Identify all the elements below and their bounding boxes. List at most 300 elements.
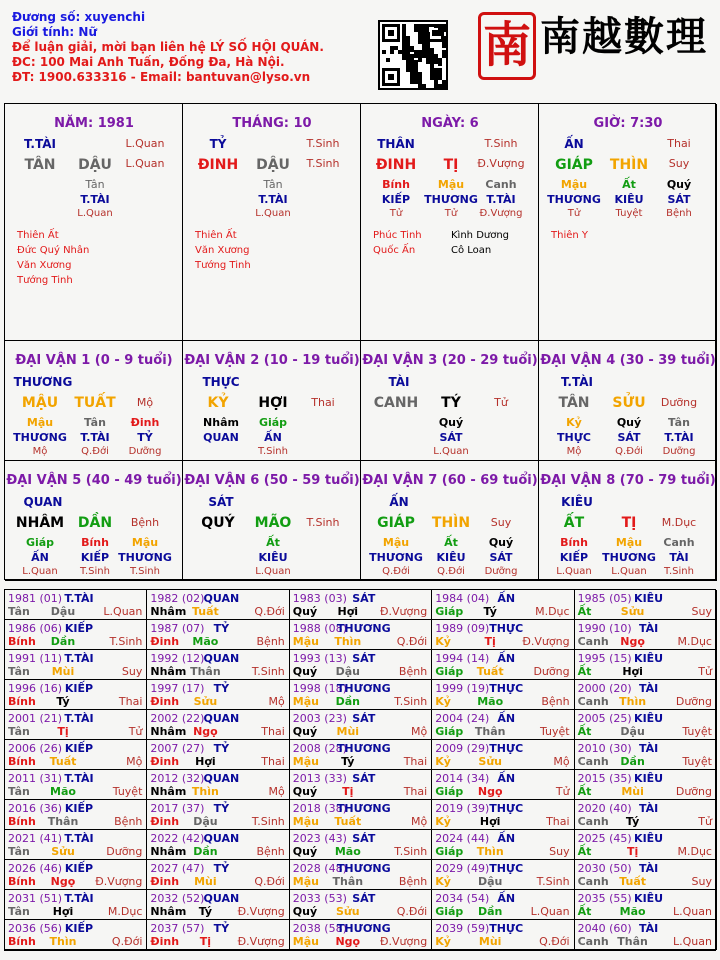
hidden-stem: Mậu bbox=[615, 536, 643, 549]
year-stage: Suy bbox=[691, 875, 712, 888]
year-cell bbox=[432, 680, 574, 710]
hidden-god: KIẾP bbox=[559, 551, 589, 564]
year-branch: Thân bbox=[332, 875, 364, 888]
year-branch: Mão bbox=[192, 635, 219, 648]
hidden-god: SÁT bbox=[617, 431, 641, 444]
year-label: 1983 (03) bbox=[292, 592, 347, 605]
pillar-branch: DẬU bbox=[78, 157, 112, 173]
year-god: TỶ bbox=[213, 922, 230, 935]
year-god: QUAN bbox=[203, 832, 240, 845]
year-stage: T.Sinh bbox=[394, 845, 428, 858]
pillar-chart bbox=[4, 103, 716, 580]
year-stem: Đinh bbox=[150, 875, 180, 888]
year-stem: Tân bbox=[8, 665, 30, 678]
year-cell bbox=[432, 770, 574, 800]
hidden-stage: L.Quan bbox=[255, 566, 291, 577]
year-god: TÀI bbox=[638, 802, 659, 815]
year-label: 2021 (41) bbox=[8, 832, 63, 845]
star-label: Thiên Y bbox=[551, 230, 589, 241]
year-label: 2033 (53) bbox=[292, 892, 347, 905]
hidden-stem: Quý bbox=[488, 536, 514, 549]
year-stage: M.Dục bbox=[677, 635, 712, 648]
pillar-stem-stage: T.Sinh bbox=[306, 137, 340, 150]
year-label: 2009 (29) bbox=[435, 742, 490, 755]
year-god: KIẾP bbox=[64, 682, 94, 695]
hidden-stem: Mậu bbox=[560, 178, 588, 191]
dai-van-stage: Thai bbox=[311, 396, 335, 409]
year-stage: Thai bbox=[403, 755, 428, 768]
year-god: ẤN bbox=[497, 592, 516, 605]
hidden-god: KIÊU bbox=[614, 193, 644, 206]
year-label: 1998 (18) bbox=[292, 682, 347, 695]
qr-code-icon bbox=[378, 20, 448, 90]
dai-van-stem: TÂN bbox=[558, 395, 590, 411]
year-stage: Tuyệt bbox=[539, 725, 570, 738]
dai-van-stem: ẤT bbox=[563, 515, 585, 531]
year-stage: Q.Đới bbox=[254, 605, 285, 618]
year-stem: Nhâm bbox=[150, 905, 187, 918]
star-label: Đức Quý Nhân bbox=[17, 245, 90, 256]
year-cell bbox=[5, 710, 147, 740]
year-stem: Mậu bbox=[292, 875, 319, 888]
address: ĐC: 100 Mai Anh Tuấn, Đống Đa, Hà Nội. bbox=[12, 55, 285, 69]
hidden-stage: T.Sinh bbox=[664, 566, 694, 577]
star-label: Tướng Tinh bbox=[195, 260, 251, 271]
year-label: 2008 (28) bbox=[292, 742, 347, 755]
hidden-stem: Bính bbox=[560, 536, 588, 549]
year-branch: Tị bbox=[626, 845, 639, 858]
year-cell bbox=[432, 590, 574, 620]
pillar-stem: ĐINH bbox=[375, 157, 417, 173]
year-label: 2017 (37) bbox=[150, 802, 205, 815]
dai-van-7 bbox=[361, 461, 539, 581]
year-label: 2014 (34) bbox=[435, 772, 490, 785]
dai-van-branch: MÃO bbox=[254, 515, 292, 531]
year-god: SÁT bbox=[352, 652, 376, 665]
dai-van-god: QUAN bbox=[23, 495, 63, 509]
hidden-stem: Tân bbox=[84, 416, 106, 429]
year-stage: Bệnh bbox=[398, 875, 428, 888]
year-stage: Mộ bbox=[268, 785, 285, 798]
year-god: KIẾP bbox=[64, 802, 94, 815]
pillar-branch: DẬU bbox=[256, 157, 290, 173]
contact-invite: Để luận giải, mời bạn liên hệ LÝ SỐ HỘI QUÁN. bbox=[12, 40, 324, 54]
hidden-stage: Tử bbox=[567, 208, 581, 219]
year-label: 2031 (51) bbox=[8, 892, 63, 905]
year-label: 2020 (40) bbox=[577, 802, 632, 815]
year-label: 2004 (24) bbox=[435, 712, 490, 725]
year-label: 2016 (36) bbox=[8, 802, 63, 815]
year-cell bbox=[5, 860, 147, 890]
year-cell bbox=[290, 920, 432, 950]
year-stage: Q.Đới bbox=[254, 875, 285, 888]
year-label: 2007 (27) bbox=[150, 742, 205, 755]
dai-van-stage: Dưỡng bbox=[660, 396, 698, 409]
year-label: 1994 (14) bbox=[435, 652, 490, 665]
hidden-stage: Q.Đới bbox=[81, 446, 109, 457]
year-stem: Canh bbox=[577, 635, 609, 648]
year-label: 1985 (05) bbox=[577, 592, 632, 605]
year-cell bbox=[147, 590, 289, 620]
year-stem: Đinh bbox=[150, 755, 180, 768]
year-cell bbox=[432, 710, 574, 740]
year-god: TỶ bbox=[213, 742, 230, 755]
year-branch: Tý bbox=[341, 755, 355, 768]
year-stage: Tuyệt bbox=[682, 725, 712, 738]
year-branch: Thìn bbox=[476, 845, 504, 858]
dai-van-stage: M.Dục bbox=[661, 516, 697, 529]
brand-logo: 南越數理 bbox=[540, 13, 708, 60]
year-branch: Tuất bbox=[476, 665, 504, 678]
year-stem: Kỷ bbox=[435, 695, 451, 708]
year-stem: Bính bbox=[8, 875, 36, 888]
star-label: Kình Dương bbox=[451, 230, 510, 241]
year-branch: Thân bbox=[190, 665, 221, 678]
year-stem: Giáp bbox=[435, 725, 464, 738]
year-god: TỶ bbox=[213, 622, 230, 635]
pillar-title: GIỜ: 7:30 bbox=[593, 116, 663, 131]
year-cell bbox=[147, 920, 289, 950]
year-god: THỰC bbox=[489, 922, 524, 935]
dai-van-title: ĐẠI VẬN 7 (60 - 69 tuổi) bbox=[362, 473, 538, 488]
year-stage: Đ.Vượng bbox=[237, 935, 285, 948]
year-branch: Dần bbox=[50, 635, 76, 648]
dai-van-god: T.TÀI bbox=[561, 375, 593, 389]
star-label: Phúc Tinh bbox=[373, 230, 422, 241]
year-cell bbox=[575, 920, 717, 950]
year-cell bbox=[5, 800, 147, 830]
hidden-stem: Canh bbox=[663, 536, 695, 549]
hidden-god: TÀI bbox=[669, 551, 689, 564]
pillar-title: THÁNG: 10 bbox=[232, 116, 312, 131]
dai-van-2 bbox=[183, 341, 361, 461]
year-label: 2036 (56) bbox=[8, 922, 63, 935]
hidden-god: T.TÀI bbox=[258, 193, 288, 206]
year-stage: Q.Đới bbox=[396, 905, 428, 918]
dai-van-god: THỰC bbox=[202, 375, 240, 389]
year-god: KIẾP bbox=[64, 922, 94, 935]
year-branch: Sửu bbox=[51, 845, 75, 858]
dai-van-stem: MẬU bbox=[21, 395, 59, 411]
dai-van-title: ĐẠI VẬN 5 (40 - 49 tuổi) bbox=[6, 473, 182, 488]
year-branch: Tị bbox=[342, 785, 354, 798]
year-stem: Ất bbox=[577, 785, 592, 798]
hidden-god: THƯƠNG bbox=[424, 193, 478, 206]
year-branch: Mùi bbox=[194, 875, 217, 888]
year-branch: Hợi bbox=[52, 905, 74, 918]
year-cell bbox=[147, 860, 289, 890]
year-stem: Kỷ bbox=[435, 815, 451, 828]
year-stage: Bệnh bbox=[541, 695, 570, 708]
year-cell bbox=[575, 800, 717, 830]
year-cell bbox=[575, 860, 717, 890]
year-stage: Đ.Vượng bbox=[237, 905, 285, 918]
year-stem: Tân bbox=[8, 905, 30, 918]
year-cell bbox=[575, 830, 717, 860]
year-god: T.TÀI bbox=[64, 772, 94, 785]
year-god: KIẾP bbox=[64, 862, 94, 875]
year-god: SÁT bbox=[352, 892, 376, 905]
year-cell bbox=[432, 800, 574, 830]
year-stage: M.Dục bbox=[677, 845, 712, 858]
year-branch: Ngọ bbox=[335, 935, 361, 948]
star-label: Văn Xương bbox=[17, 260, 72, 271]
hidden-stem: Tân bbox=[85, 178, 105, 191]
star-label: Cô Loan bbox=[451, 245, 492, 256]
pillar-branch-stage: Suy bbox=[668, 157, 690, 170]
year-god: TÀI bbox=[638, 862, 659, 875]
dai-van-god: SÁT bbox=[208, 495, 234, 509]
year-stage: Tuyệt bbox=[682, 755, 712, 768]
year-stem: Đinh bbox=[150, 815, 180, 828]
year-cell bbox=[147, 830, 289, 860]
year-god: THƯƠNG bbox=[336, 682, 391, 695]
dai-van-stage: T.Sinh bbox=[306, 516, 340, 529]
dai-van-branch: SỬU bbox=[612, 395, 646, 411]
year-stem: Bính bbox=[8, 935, 36, 948]
year-god: SÁT bbox=[352, 592, 376, 605]
dai-van-stage: Suy bbox=[490, 516, 512, 529]
dai-van-stem: KỶ bbox=[207, 395, 229, 411]
year-stem: Bính bbox=[8, 635, 36, 648]
year-branch: Tý bbox=[198, 905, 213, 918]
year-stage: Mộ bbox=[126, 755, 143, 768]
pillar-stem: ĐINH bbox=[197, 157, 239, 173]
year-label: 2038 (58) bbox=[292, 922, 347, 935]
hidden-stem: Quý bbox=[666, 178, 692, 191]
hidden-stage: T.Sinh bbox=[258, 446, 288, 457]
pillar-stem-god: T.TÀI bbox=[24, 137, 56, 151]
year-branch: Tý bbox=[56, 695, 70, 708]
year-stem: Canh bbox=[577, 695, 609, 708]
year-branch: Mùi bbox=[478, 935, 502, 948]
hidden-god: SÁT bbox=[439, 431, 463, 444]
year-branch: Mùi bbox=[336, 725, 360, 738]
year-god: SÁT bbox=[352, 832, 376, 845]
hidden-stage: L.Quan bbox=[556, 566, 592, 577]
year-label: 2022 (42) bbox=[150, 832, 205, 845]
year-branch: Hợi bbox=[337, 605, 359, 618]
year-god: KIÊU bbox=[634, 652, 664, 665]
year-god: KIÊU bbox=[634, 832, 664, 845]
year-cell bbox=[575, 710, 717, 740]
year-god: THƯƠNG bbox=[336, 922, 391, 935]
pillar-3 bbox=[539, 104, 717, 341]
year-stage: Q.Đới bbox=[111, 935, 143, 948]
hidden-stage: Tử bbox=[389, 208, 403, 219]
hidden-stage: Q.Đới bbox=[615, 446, 643, 457]
year-stage: L.Quan bbox=[673, 935, 712, 948]
year-label: 2003 (23) bbox=[292, 712, 347, 725]
dai-van-branch: HỢI bbox=[258, 395, 288, 411]
year-cell bbox=[147, 650, 289, 680]
year-branch: Dậu bbox=[193, 815, 218, 828]
year-label: 2040 (60) bbox=[577, 922, 632, 935]
hidden-god: TỶ bbox=[137, 431, 153, 444]
year-label: 2001 (21) bbox=[8, 712, 63, 725]
year-branch: Thìn bbox=[334, 635, 362, 648]
dai-van-god: KIÊU bbox=[561, 495, 593, 509]
year-branch: Hợi bbox=[479, 815, 501, 828]
hidden-stem: Nhâm bbox=[203, 416, 239, 429]
year-label: 1995 (15) bbox=[577, 652, 632, 665]
year-god: KIẾP bbox=[64, 742, 94, 755]
year-god: T.TÀI bbox=[64, 832, 94, 845]
hidden-god: T.TÀI bbox=[80, 193, 110, 206]
year-label: 1989 (09) bbox=[435, 622, 490, 635]
year-stem: Bính bbox=[8, 755, 36, 768]
year-cell bbox=[5, 920, 147, 950]
dai-van-stem: QUÝ bbox=[201, 515, 235, 531]
year-god: KIÊU bbox=[634, 772, 664, 785]
seal-text: 南 bbox=[482, 17, 531, 73]
year-label: 1990 (10) bbox=[577, 622, 632, 635]
year-label: 1996 (16) bbox=[8, 682, 63, 695]
year-stem: Giáp bbox=[435, 845, 464, 858]
year-stem: Quý bbox=[292, 785, 318, 798]
year-branch: Dần bbox=[335, 695, 360, 708]
year-cell bbox=[290, 770, 432, 800]
year-stage: M.Dục bbox=[535, 605, 570, 618]
year-stem: Tân bbox=[8, 845, 30, 858]
hidden-stage: Q.Đới bbox=[437, 566, 465, 577]
year-god: THƯƠNG bbox=[336, 742, 391, 755]
year-god: QUAN bbox=[203, 592, 240, 605]
hidden-god: SÁT bbox=[667, 193, 691, 206]
year-cell bbox=[290, 650, 432, 680]
year-god: KIÊU bbox=[634, 892, 664, 905]
year-god: KIÊU bbox=[634, 712, 664, 725]
year-stem: Ất bbox=[577, 605, 592, 618]
year-stem: Quý bbox=[292, 665, 318, 678]
year-stage: Đ.Vượng bbox=[379, 935, 428, 948]
hidden-stage: L.Quan bbox=[255, 208, 291, 219]
year-stage: Mộ bbox=[410, 815, 428, 828]
year-cell bbox=[575, 680, 717, 710]
year-branch: Dần bbox=[477, 905, 503, 918]
year-branch: Mùi bbox=[51, 665, 75, 678]
pillar-stem-god: THÂN bbox=[377, 137, 415, 151]
hidden-god: T.TÀI bbox=[80, 431, 110, 444]
hidden-stage: Bệnh bbox=[666, 208, 692, 219]
year-stage: Thai bbox=[261, 755, 285, 768]
year-stage: T.Sinh bbox=[109, 635, 143, 648]
year-label: 1982 (02) bbox=[150, 592, 205, 605]
year-branch: Mão bbox=[619, 905, 646, 918]
year-branch: Sửu bbox=[193, 695, 218, 708]
year-label: 1986 (06) bbox=[8, 622, 63, 635]
year-stage: Suy bbox=[121, 665, 143, 678]
pillar-2 bbox=[361, 104, 539, 341]
hidden-stage: Q.Đới bbox=[382, 566, 410, 577]
year-label: 1992 (12) bbox=[150, 652, 205, 665]
seal-logo-icon bbox=[478, 12, 536, 80]
hidden-god: ẤN bbox=[31, 551, 49, 564]
year-god: THƯƠNG bbox=[336, 622, 391, 635]
year-label: 2000 (20) bbox=[577, 682, 632, 695]
year-stage: L.Quan bbox=[673, 905, 712, 918]
year-god: QUAN bbox=[203, 712, 240, 725]
hidden-stem: Canh bbox=[485, 178, 517, 191]
year-branch: Thân bbox=[47, 815, 79, 828]
year-cell bbox=[147, 800, 289, 830]
year-label: 2037 (57) bbox=[150, 922, 205, 935]
year-cell bbox=[290, 740, 432, 770]
year-god: ẤN bbox=[497, 832, 516, 845]
year-stage: Đ.Vượng bbox=[379, 605, 428, 618]
year-god: T.TÀI bbox=[64, 892, 94, 905]
year-stem: Mậu bbox=[292, 755, 319, 768]
hidden-stem: Bính bbox=[382, 178, 410, 191]
year-cell bbox=[432, 920, 574, 950]
year-cell bbox=[147, 890, 289, 920]
hidden-stage: Tử bbox=[444, 208, 458, 219]
hidden-god: KIẾP bbox=[381, 193, 411, 206]
year-stage: Dưỡng bbox=[675, 785, 712, 798]
hidden-god: THƯƠNG bbox=[369, 551, 423, 564]
year-stem: Canh bbox=[577, 815, 609, 828]
year-cell bbox=[5, 770, 147, 800]
year-stage: T.Sinh bbox=[251, 815, 285, 828]
year-cell bbox=[5, 620, 147, 650]
dai-van-stage: Tử bbox=[494, 396, 508, 409]
year-stem: Tân bbox=[8, 605, 30, 618]
year-branch: Tị bbox=[199, 935, 212, 948]
year-branch: Mão bbox=[50, 785, 76, 798]
year-branch: Ngọ bbox=[50, 875, 76, 888]
year-stem: Kỷ bbox=[435, 635, 451, 648]
year-stage: Thai bbox=[261, 725, 285, 738]
year-god: ẤN bbox=[497, 652, 516, 665]
dai-van-3 bbox=[361, 341, 539, 461]
dai-van-title: ĐẠI VẬN 8 (70 - 79 tuổi) bbox=[540, 473, 716, 488]
dai-van-branch: DẦN bbox=[77, 515, 113, 531]
year-stem: Tân bbox=[8, 725, 30, 738]
hidden-stem: Giáp bbox=[25, 536, 55, 549]
year-branch: Dậu bbox=[620, 725, 645, 738]
year-branch: Hợi bbox=[195, 755, 216, 768]
year-label: 2025 (45) bbox=[577, 832, 632, 845]
year-cell bbox=[5, 650, 147, 680]
year-cell bbox=[432, 740, 574, 770]
year-stem: Quý bbox=[292, 605, 318, 618]
year-stage: T.Sinh bbox=[536, 875, 570, 888]
year-stem: Giáp bbox=[435, 785, 464, 798]
hidden-stem: Mậu bbox=[382, 536, 410, 549]
year-label: 1988 (08) bbox=[292, 622, 347, 635]
year-label: 2029 (49) bbox=[435, 862, 490, 875]
year-label: 2018 (38) bbox=[292, 802, 347, 815]
pillar-branch: THÌN bbox=[609, 157, 649, 173]
year-label: 1993 (13) bbox=[292, 652, 347, 665]
dai-van-title: ĐẠI VẬN 1 (0 - 9 tuổi) bbox=[15, 353, 173, 368]
dai-van-branch: TÝ bbox=[441, 395, 461, 411]
year-stage: Dưỡng bbox=[675, 695, 712, 708]
year-stem: Đinh bbox=[150, 695, 180, 708]
dai-van-stage: Mộ bbox=[136, 396, 154, 409]
dai-van-god: ẤN bbox=[389, 495, 409, 509]
year-stage: Tử bbox=[698, 815, 712, 828]
year-branch: Tị bbox=[57, 725, 69, 738]
dai-van-branch: TUẤT bbox=[74, 395, 116, 411]
year-stage: L.Quan bbox=[530, 905, 570, 918]
year-cell bbox=[290, 890, 432, 920]
year-branch: Ngọ bbox=[193, 725, 218, 738]
year-branch: Mão bbox=[334, 845, 361, 858]
year-stage: Thai bbox=[403, 785, 428, 798]
hidden-god: T.TÀI bbox=[486, 193, 516, 206]
year-stage: Tử bbox=[128, 725, 143, 738]
